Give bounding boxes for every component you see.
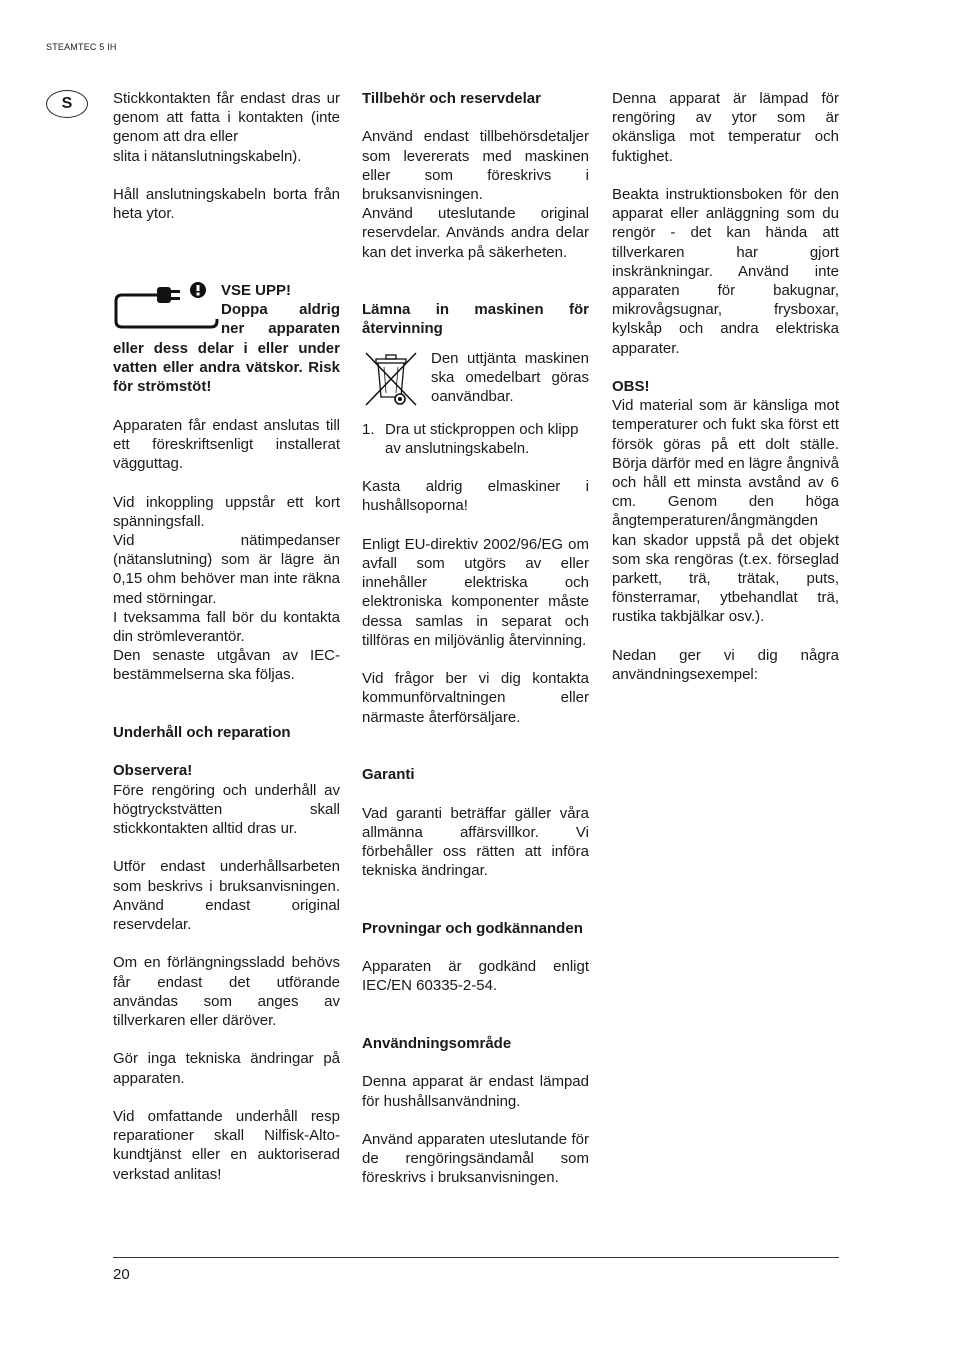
paragraph: Gör inga tekniska ändringar på apparaten. bbox=[113, 1050, 340, 1087]
paragraph: Använd uteslutande original reservdelar. Används andra delar kan det inverka på säkerheten. bbox=[362, 205, 589, 261]
paragraph: Använd apparaten uteslutande för de rengöringsändamål som föreskrivs i bruksanvisningen. bbox=[362, 1130, 589, 1187]
warning-plug-icon bbox=[113, 281, 221, 339]
subheading: Observera! bbox=[113, 762, 193, 780]
step-list bbox=[362, 420, 589, 458]
section-heading: Underhåll och reparation bbox=[113, 724, 291, 742]
crossed-bin-icon bbox=[362, 349, 420, 411]
paragraph: Apparaten får endast anslutas till ett föreskriftsenligt installerat vägguttag. bbox=[113, 416, 340, 473]
paragraph: Apparaten är godkänd enligt IEC/EN 60335-2-54. bbox=[362, 958, 589, 995]
paragraph: Vid inkoppling uppstår ett kort spänningsfall. bbox=[113, 493, 340, 530]
paragraph: Enligt EU-direktiv 2002/96/EG om avfall som utgörs av eller innehåller elektriska och elektroniska komponenter måste dessa samlas in separat och tillföras en miljövänlig återvinning. bbox=[362, 535, 589, 649]
recycling-text: Den uttjänta maskinen ska omedelbart göras oanvändbar. bbox=[431, 349, 589, 406]
paragraph: Kasta aldrig elmaskiner i hushållsoporna! bbox=[362, 478, 589, 515]
list-item-text: Dra ut stickproppen och klipp av anslutningskabeln. bbox=[385, 420, 579, 457]
column-left bbox=[113, 89, 340, 1184]
paragraph: Den senaste utgåvan av IEC-bestämmelserna ska följas. bbox=[113, 647, 340, 684]
subheading: OBS! bbox=[612, 378, 650, 396]
section-heading: Tillbehör och reservdelar bbox=[362, 90, 541, 107]
paragraph: Vid omfattande underhåll resp reparationer skall Nilfisk-Alto-kundtjänst eller en auktoriserad verkstad anlitas! bbox=[113, 1108, 340, 1183]
paragraph: Före rengöring och underhåll av högtryckstvätten skall stickkontakten alltid dras ur. bbox=[113, 781, 340, 838]
paragraph: I tveksamma fall bör du kontakta din strömleverantör. bbox=[113, 608, 340, 646]
paragraph: Använd endast tillbehörsdetaljer som levererats med maskinen eller som föreskrivs i bruksanvisningen. bbox=[362, 128, 589, 203]
warning-text: eller dess delar i eller under vatten eller andra vätskor. Risk för strömstöt! bbox=[113, 340, 340, 396]
recycling-block bbox=[362, 349, 589, 411]
paragraph: slita i nätanslutningskabeln). bbox=[113, 147, 302, 165]
paragraph: Utför endast underhållsarbeten som beskrivs i bruksanvisningen. Använd endast original reservdelar. bbox=[113, 858, 340, 934]
warning-line: Doppa aldrig bbox=[221, 301, 340, 319]
section-heading: Provningar och godkännanden bbox=[362, 919, 583, 937]
paragraph: Vad garanti beträffar gäller våra allmänna affärsvillkor. Vi förbehåller oss rätten att införa tekniska ändringar. bbox=[362, 804, 589, 880]
paragraph: Denna apparat är endast lämpad för hushållsanvändning. bbox=[362, 1073, 589, 1110]
column-right bbox=[612, 89, 839, 684]
paragraph: Nedan ger vi dig några användningsexempel: bbox=[612, 646, 839, 684]
warning-block bbox=[113, 281, 340, 339]
list-item-number: 1. bbox=[362, 420, 375, 438]
paragraph: Håll anslutningskabeln borta från heta ytor. bbox=[113, 186, 340, 223]
warning-title: VSE UPP! bbox=[221, 282, 292, 299]
column-middle bbox=[362, 89, 589, 1188]
section-heading: Lämna in maskinen för återvinning bbox=[362, 301, 589, 338]
footer-divider bbox=[113, 1257, 839, 1258]
section-heading: Användningsområde bbox=[362, 1034, 512, 1052]
warning-line: ner apparaten bbox=[221, 320, 340, 338]
document-header: STEAMTEC 5 IH bbox=[46, 42, 117, 52]
list-item bbox=[362, 420, 589, 458]
paragraph: Beakta instruktionsboken för den apparat eller anläggning som du rengör - det kan hända att tillverkaren har gjort inskränkningar. Använd inte apparaten för bakugnar, mikrovågsugnar, frysboxar, kylskåp och andra elektriska apparater. bbox=[612, 186, 839, 357]
language-badge: S bbox=[46, 90, 88, 118]
paragraph: Om en förlängningssladd behövs får endast det utförande användas som anges av tillverkaren eller däröver. bbox=[113, 954, 340, 1030]
paragraph: Vid frågor ber vi dig kontakta kommunförvaltningen eller närmaste återförsäljare. bbox=[362, 670, 589, 726]
page-number: 20 bbox=[113, 1266, 130, 1283]
section-heading: Garanti bbox=[362, 766, 415, 784]
paragraph: Denna apparat är lämpad för rengöring av ytor som är okänsliga mot temperatur och fuktighet. bbox=[612, 90, 839, 165]
paragraph: Vid material som är känsliga mot temperaturer och fukt ska först ett försök göras på ett dolt ställe. Börja därför med en lägre ångnivå och håll ett minsta avstånd av 6 cm. Genom den höga ångtemperaturen/ångmängden kan skador uppstå på det objekt som ska rengöras (t.ex. förseglad parkett, trä, trätak, puts, fönsterramar, ytbehandlat trä, rustika takbjälkar osv.). bbox=[612, 397, 839, 626]
paragraph: Stickkontakten får endast dras ur genom att fatta i kontakten (inte genom att dra eller bbox=[113, 90, 340, 146]
paragraph: Vid nätimpedanser (nätanslutning) som är lägre än 0,15 ohm behöver man inte räkna med störningar. bbox=[113, 532, 340, 607]
